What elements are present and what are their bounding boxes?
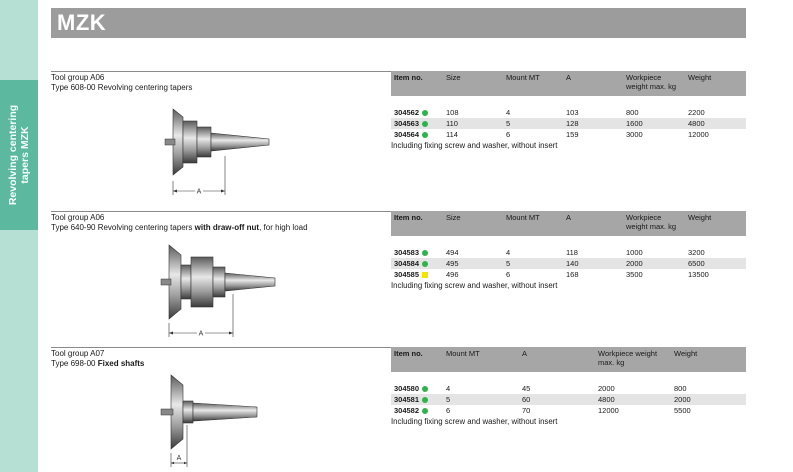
availability-dot-icon [422, 386, 428, 392]
col-a: A [519, 347, 595, 372]
cell-a: 140 [563, 258, 623, 269]
table-row[interactable] [391, 247, 746, 258]
item-number: 304583 [394, 248, 420, 257]
tool-group: Tool group A06 [51, 73, 105, 82]
tool-group: Tool group A06 [51, 213, 105, 222]
availability-dot-icon [422, 121, 428, 127]
availability-square-icon [422, 272, 428, 278]
table-row[interactable] [391, 405, 746, 416]
section-note: Including fixing screw and washer, without insert [391, 417, 558, 426]
table-header-row [391, 71, 746, 96]
dimension-a-label: A [196, 188, 202, 196]
col-size: Size [443, 71, 503, 96]
section-info [51, 213, 308, 233]
cell-workpiece-weight: 2000 [598, 384, 615, 393]
availability-dot-icon [422, 250, 428, 256]
availability-dot-icon [422, 110, 428, 116]
cell-mount: 5 [503, 258, 563, 269]
availability-dot-icon [422, 408, 428, 414]
cell-size: 108 [446, 108, 459, 117]
col-mount-mt: Mount MT [443, 347, 519, 372]
availability-dot-icon [422, 261, 428, 267]
cell-size: 114 [446, 130, 458, 139]
cell-size: 495 [443, 258, 503, 269]
cell-a: 168 [566, 270, 579, 279]
cell-workpiece-weight: 3000 [626, 130, 643, 139]
draw-off-nut-taper-drawing [155, 239, 283, 339]
cell-a: 70 [522, 406, 531, 415]
cell-a: 128 [563, 118, 623, 129]
tool-group: Tool group A07 [51, 349, 105, 358]
cell-weight: 800 [674, 384, 687, 393]
cell-workpiece-weight: 12000 [598, 406, 619, 415]
availability-dot-icon [422, 132, 428, 138]
cell-mount: 4 [446, 384, 451, 393]
spec-table-640 [391, 211, 746, 280]
col-mount-mt: Mount MT [503, 211, 563, 236]
cell-workpiece-weight: 800 [626, 108, 639, 117]
side-chapter-label [7, 105, 31, 205]
col-workpiece-weight: Workpiece weight max. kg [595, 347, 671, 372]
table-row[interactable] [391, 118, 746, 129]
side-chapter-label-line2: tapers MZK [19, 126, 31, 184]
cell-size: 110 [443, 118, 503, 129]
cell-weight: 2200 [688, 108, 705, 117]
spec-table-608 [391, 71, 746, 140]
item-number: 304563 [394, 119, 420, 128]
table-header-row [391, 347, 746, 372]
col-a: A [563, 211, 623, 236]
cell-weight: 4800 [685, 118, 746, 129]
cell-workpiece-weight: 2000 [623, 258, 685, 269]
cell-workpiece-weight: 1000 [626, 248, 643, 257]
cell-a: 103 [566, 108, 579, 117]
cell-weight: 13500 [688, 270, 709, 279]
side-chapter-label-line1: Revolving centering [7, 104, 19, 206]
cell-workpiece-weight: 4800 [595, 394, 671, 405]
cell-weight: 6500 [685, 258, 746, 269]
cell-weight: 5500 [674, 406, 691, 415]
table-row[interactable] [391, 258, 746, 269]
cell-mount: 4 [506, 108, 511, 117]
item-number: 304580 [394, 384, 420, 393]
page-title: MZK [57, 10, 107, 35]
cell-mount: 4 [506, 248, 511, 257]
cell-mount: 6 [506, 270, 511, 279]
cell-weight: 12000 [688, 130, 709, 139]
dimension-a-label: A [198, 330, 204, 338]
side-chapter-tab[interactable] [0, 0, 38, 472]
table-row[interactable] [391, 383, 746, 394]
col-workpiece-weight: Workpiece weight max. kg [623, 71, 685, 96]
table-row[interactable] [391, 269, 746, 280]
cell-weight: 2000 [671, 394, 746, 405]
cell-size: 496 [446, 270, 459, 279]
cell-weight: 3200 [688, 248, 705, 257]
cell-workpiece-weight: 3500 [626, 270, 643, 279]
section-info [51, 73, 192, 93]
cell-a: 159 [566, 130, 579, 139]
table-row[interactable] [391, 129, 746, 140]
section-note: Including fixing screw and washer, without insert [391, 281, 558, 290]
centering-taper-drawing [159, 101, 279, 199]
table-header-row [391, 211, 746, 236]
item-number: 304585 [394, 270, 420, 279]
product-section-608 [51, 71, 746, 206]
cell-mount: 6 [446, 406, 451, 415]
product-section-698 [51, 347, 746, 472]
item-number: 304582 [394, 406, 420, 415]
cell-mount: 5 [503, 118, 563, 129]
col-item-no: Item no. [391, 347, 443, 372]
spec-table-698 [391, 347, 746, 416]
item-number: 304562 [394, 108, 420, 117]
item-number: 304581 [394, 395, 420, 404]
col-a: A [563, 71, 623, 96]
fixed-shaft-drawing [157, 369, 269, 469]
col-item-no: Item no. [391, 71, 443, 96]
section-note: Including fixing screw and washer, without insert [391, 141, 558, 150]
col-weight: Weight [685, 211, 746, 236]
dimension-a-label: A [176, 455, 182, 462]
cell-a: 118 [566, 248, 578, 257]
section-info [51, 349, 144, 369]
cell-mount: 6 [506, 130, 511, 139]
col-weight: Weight [671, 347, 746, 372]
cell-workpiece-weight: 1600 [623, 118, 685, 129]
cell-a: 45 [522, 384, 531, 393]
item-number: 304584 [394, 259, 420, 268]
col-workpiece-weight: Workpiece weight max. kg [623, 211, 685, 236]
page-title-bar [51, 8, 746, 38]
col-mount-mt: Mount MT [503, 71, 563, 96]
table-row[interactable] [391, 394, 746, 405]
cell-mount: 5 [443, 394, 519, 405]
cell-a: 60 [519, 394, 595, 405]
availability-dot-icon [422, 397, 428, 403]
tool-type: Type 608-00 Revolving centering tapers [51, 83, 193, 92]
item-number: 304564 [394, 130, 420, 139]
col-size: Size [443, 211, 503, 236]
cell-size: 494 [446, 248, 459, 257]
col-weight: Weight [685, 71, 746, 96]
table-row[interactable] [391, 107, 746, 118]
product-section-640 [51, 211, 746, 346]
tool-type: Type 640-90 Revolving centering tapers with draw-off nut, for high load [51, 223, 308, 232]
tool-type: Type 698-00 Fixed shafts [51, 359, 145, 368]
col-item-no: Item no. [391, 211, 443, 236]
